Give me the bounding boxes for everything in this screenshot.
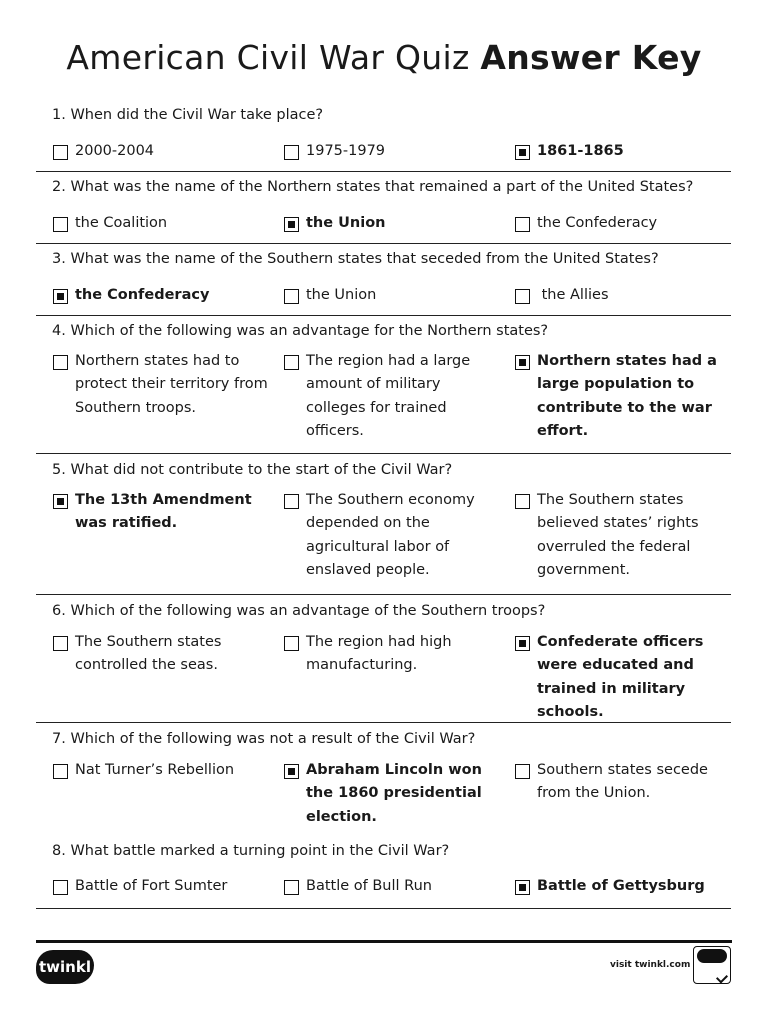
twinkl-logo: twinkl [36,950,94,984]
page-title [0,38,768,77]
answer-text: the Confederacy [537,215,658,231]
checkbox-checked[interactable] [515,355,530,370]
checkbox[interactable] [53,355,68,370]
answer-text: Battle of Fort Sumter [75,878,228,894]
answer-text: The 13th Amendment was ratified. [75,492,252,532]
checkbox[interactable] [53,217,68,232]
checkbox[interactable] [515,217,530,232]
checkbox-checked[interactable] [284,217,299,232]
checkbox[interactable] [53,145,68,160]
answer-text: Confederate officers were educated and trained in military schools. [537,634,704,720]
quality-seal-icon [693,946,731,984]
checkbox-checked[interactable] [53,494,68,509]
answer-text: the Coalition [75,215,168,231]
footer-divider [36,940,732,943]
question-text: 5. What did not contribute to the start of the Civil War? [52,462,453,478]
checkbox[interactable] [53,636,68,651]
answer-text: Northern states had a large population to contribute to the war effort. [537,353,717,439]
question-3 [36,244,731,316]
question-text: 7. Which of the following was not a result of the Civil War? [52,731,476,747]
seal-banner [697,949,727,963]
question-7 [36,723,731,843]
checkbox-checked[interactable] [284,764,299,779]
answer-text: the Union [306,215,386,231]
answer-text: 2000-2004 [75,143,155,159]
checkbox-checked[interactable] [515,880,530,895]
answer-text: 1861-1865 [537,143,624,159]
answer-text: Battle of Gettysburg [537,878,705,894]
checkmark-icon [716,971,728,983]
question-text: 3. What was the name of the Southern states that seceded from the United States? [52,251,659,267]
checkbox[interactable] [515,764,530,779]
question-text: 6. Which of the following was an advantage of the Southern troops? [52,603,546,619]
question-text: 4. Which of the following was an advantage for the Northern states? [52,323,549,339]
question-6 [36,595,731,723]
checkbox[interactable] [284,636,299,651]
checkbox-checked[interactable] [515,636,530,651]
answer-text: Battle of Bull Run [306,878,432,894]
answer-text: the Union [306,287,377,303]
visit-link[interactable]: visit twinkl.com [610,960,691,970]
quiz-questions [36,100,731,909]
answer-text: the Confederacy [75,287,210,303]
checkbox-checked[interactable] [515,145,530,160]
checkbox[interactable] [284,494,299,509]
question-text: 1. When did the Civil War take place? [52,107,324,123]
question-5 [36,454,731,595]
answer-text: the Allies [537,287,609,303]
answer-text: The region had a large amount of military colleges for trained officers. [306,353,471,439]
question-text: 8. What battle marked a turning point in the Civil War? [52,843,450,859]
checkbox[interactable] [515,289,530,304]
checkbox[interactable] [53,880,68,895]
checkbox[interactable] [284,355,299,370]
checkbox[interactable] [53,764,68,779]
question-1 [36,100,731,172]
checkbox-checked[interactable] [53,289,68,304]
question-4 [36,316,731,454]
answer-text: The region had high manufacturing. [306,634,452,674]
question-text: 2. What was the name of the Northern states that remained a part of the United States? [52,179,694,195]
question-2 [36,172,731,244]
checkbox[interactable] [284,880,299,895]
answer-text: The Southern states controlled the seas. [75,634,222,674]
question-8 [36,843,731,909]
answer-text: Northern states had to protect their territory from Southern troops. [75,353,268,416]
checkbox[interactable] [515,494,530,509]
answer-text: The Southern states believed states’ rights overruled the federal government. [537,492,699,578]
title-bold: Answer Key [480,38,702,77]
answer-text: Nat Turner’s Rebellion [75,762,235,778]
title-main: American Civil War Quiz [66,38,470,77]
answer-text: 1975-1979 [306,143,386,159]
answer-text: The Southern economy depended on the agricultural labor of enslaved people. [306,492,475,578]
checkbox[interactable] [284,289,299,304]
checkbox[interactable] [284,145,299,160]
answer-text: Southern states secede from the Union. [537,762,708,802]
answer-text: Abraham Lincoln won the 1860 presidential election. [306,762,482,825]
